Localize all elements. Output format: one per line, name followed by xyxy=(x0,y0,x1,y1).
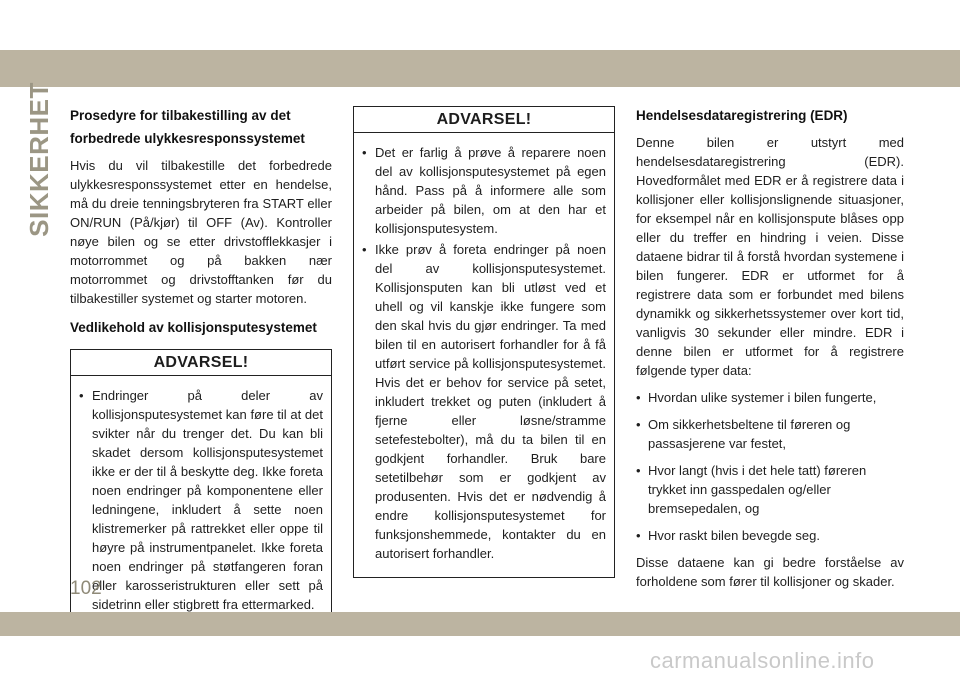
paragraph-edr-conclusion: Disse dataene kan gi bedre forståelse av forholdene som fører til kollisjoner og skader. xyxy=(636,555,904,589)
warning-box-maintenance xyxy=(70,349,332,629)
paragraph-reset-procedure: Hvis du vil tilbakestille det forbedrede ulykkesresponssystemet etter en hendelse, må du dreie tenningsbryteren fra START eller ON/RUN (På/kjør) til OFF (Av). Kontroller nøye bilen og se etter drivstofflekkasjer i motorrommet og på bakken nær motorrommet og drivstofftanken før du tilbakestiller systemet og starter motoren. xyxy=(70,158,332,306)
watermark: carmanualsonline.info xyxy=(650,648,875,673)
warning-item: • Ikke prøv å foreta endringer på noen del av kollisjonsputesystemet. Kollisjonsputen kan bli utløst ved et uhell og vil kanskje ikke fungere som den skal hvis du gjør endringer. Ta med bilen til en autorisert forhandler for å få utført service på kollisjonsputesystemet. Hvis det er behov for service på setet, inkludert trekket og puten (inkludert å fjerne eller løsne/stramme setefestebolter), må du ta bilen til en godkjent forhandler. Bruk bare setetilbehør som er godkjent av produsenten. Hvis det er nødvendig å endre kollisjonsputesystemet for funksjonshemmede, kontakter du en autorisert forhandler. xyxy=(362,240,606,563)
heading-reset-procedure: Prosedyre for tilbakestilling av det forbedrede ulykkesresponssystemet xyxy=(70,108,305,146)
list-item: • Hvordan ulike systemer i bilen fungerte, xyxy=(636,388,904,407)
column-right xyxy=(636,96,904,599)
list-item: • Om sikkerhetsbeltene til føreren og passasjerene var festet, xyxy=(636,415,904,453)
warning-item: • Det er farlig å prøve å reparere noen del av kollisjonsputesystemet på egen hånd. Pass på å informere alle som arbeider på bilen, om at den har et kollisjonsputesystem. xyxy=(362,143,606,238)
warning-list xyxy=(71,376,331,628)
section-tab-label: SIKKERHET xyxy=(23,81,54,237)
heading-edr: Hendelsesdataregistrering (EDR) xyxy=(636,108,848,123)
warning-title: ADVARSEL! xyxy=(71,350,331,376)
list-item: • Hvor langt (hvis i det hele tatt) føreren trykket inn gasspedalen og/eller bremsepedalen, og xyxy=(636,461,904,518)
warning-box-repair xyxy=(353,106,615,578)
column-middle xyxy=(353,96,615,578)
list-item: • Hvor raskt bilen bevegde seg. xyxy=(636,526,904,545)
header-band xyxy=(0,50,960,87)
edr-data-list xyxy=(636,388,904,545)
footer-band xyxy=(0,612,960,636)
warning-title: ADVARSEL! xyxy=(354,107,614,133)
warning-list xyxy=(354,133,614,577)
column-left xyxy=(70,96,332,629)
section-tab xyxy=(21,81,57,237)
paragraph-edr-intro: Denne bilen er utstyrt med hendelsesdataregistrering (EDR). Hovedformålet med EDR er å registrere data i kollisjoner eller kollisjonslignende situasjoner, for eksempel når en kollisjonspute blåses opp eller du treffer en hindring i veien. Disse dataene bidrar til å forstå hvordan systemene i bilen fungerer. EDR er utformet for å registrere data som er forbundet med bilens dynamikk og sikkerhetssystemer over kort tid, vanligvis 30 sekunder eller mindre. EDR i denne bilen er utformet for å registrere følgende typer data: xyxy=(636,135,904,378)
page-number: 102 xyxy=(70,578,102,599)
heading-airbag-maintenance: Vedlikehold av kollisjonsputesystemet xyxy=(70,320,317,335)
warning-item: • Endringer på deler av kollisjonsputesystemet kan føre til at det svikter når du trenger det. Du kan bli skadet dersom kollisjonsputesystemet ikke er der til å beskytte deg. Ikke foreta noen endringer på komponentene eller ledningene, inkludert å sette noen klistremerker på rattrekket eller oppe til høyre på instrumentpanelet. Ikke foreta noen endringer på støtfangeren foran eller karosseristrukturen eller sett på sidetrinn eller stigbrett fra ettermarked. xyxy=(79,386,323,614)
